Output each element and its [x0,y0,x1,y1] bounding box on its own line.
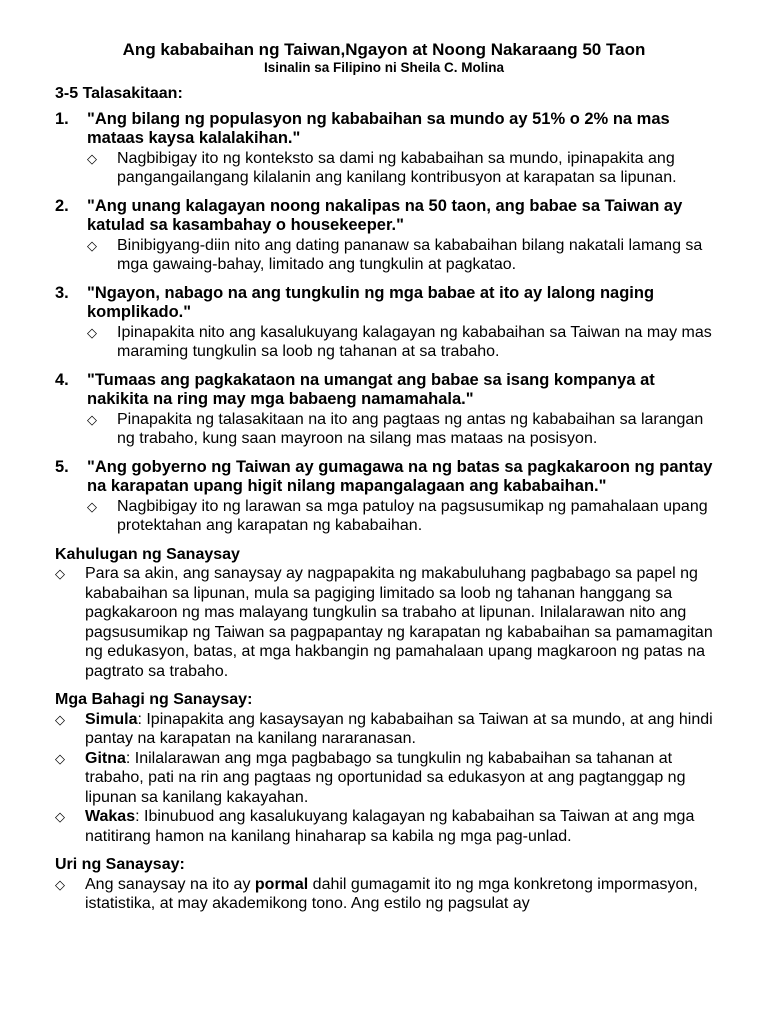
quote-number: 2. [55,196,69,215]
bahagi-description: : Ipinapakita ang kasaysayan ng kababaihan sa Taiwan at sa mundo, at ang hindi pantay na karapatan na kanilang nararanasan. [85,710,713,747]
quote-number: 3. [55,283,69,302]
diamond-bullet-icon: ◇ [55,750,65,766]
uri-text-before: Ang sanaysay na ito ay [85,875,255,893]
quotes-list [55,110,719,536]
quote-number: 4. [55,370,69,389]
quote-text: "Ang unang kalagayan noong nakalipas na 50 taon, ang babae sa Taiwan ay katulad sa kasambahay o housekeeper." [87,196,683,234]
document-subtitle: Isinalin sa Filipino ni Sheila C. Molina [263,60,505,75]
bahagi-term: Wakas [85,808,136,825]
document-title: Ang kababaihan ng Taiwan,Ngayon at Noong Nakaraang 50 Taon [122,40,646,59]
bahagi-item-gitna [55,749,719,808]
diamond-bullet-icon: ◇ [87,411,97,427]
uri-paragraph [55,875,719,914]
bahagi-term: Gitna [85,749,126,767]
bahagi-description: : Inilalarawan ang mga pagbabago sa tungkulin ng kababaihan sa tahanan at trabaho, pati na rin ang pagtaas ng oportunidad sa edukasyon at ang pagtanggap ng lipunan sa kanilang kakayahan. [85,749,686,806]
quote-text: "Ang gobyerno ng Taiwan ay gumagawa na ng batas sa pagkakaroon ng pantay na karapatan upang higit nilang mapangalagaan ang kababaihan." [87,457,713,495]
quote-explanation: Ipinapakita nito ang kasalukuyang kalagayan ng kababaihan sa Taiwan na may mas maraming tungkulin sa loob ng tahanan at sa trabaho. [117,323,712,360]
bahagi-item-simula [55,710,719,749]
diamond-bullet-icon: ◇ [87,150,97,166]
diamond-bullet-icon: ◇ [87,324,97,340]
bahagi-item-wakas [55,807,719,846]
uri-term: pormal [254,875,309,893]
quote-text: "Ngayon, nabago na ang tungkulin ng mga babae at ito ay lalong naging komplikado." [87,283,655,321]
diamond-bullet-icon: ◇ [87,237,97,253]
bahagi-term: Simula [85,710,138,728]
diamond-bullet-icon: ◇ [87,498,97,514]
quote-explanation: Nagbibigay ito ng larawan sa mga patuloy na pagsusumikap ng pamahalaan upang protektahan ang karapatan ng kababaihan. [117,497,708,534]
quote-number: 1. [55,109,69,128]
quote-item [55,458,719,536]
quote-explanation: Nagbibigay ito ng konteksto sa dami ng kababaihan sa mundo, ipinapakita ang pangangailangang kilalanin ang kanilang kontribusyon at karapatan sa lipunan. [117,149,677,186]
bahagi-description: : Ibinubuod ang kasalukuyang kalagayan ng kababaihan sa Taiwan at ang mga natitirang hamon na kanilang hinaharap sa kabila ng mga pag-unlad. [85,808,695,845]
quote-item [55,197,719,275]
quote-item [55,110,719,188]
quotes-label: 3-5 Talasakitaan: [55,85,183,102]
quote-number: 5. [55,457,69,476]
bahagi-heading: Mga Bahagi ng Sanaysay: [55,691,253,708]
diamond-bullet-icon: ◇ [55,809,65,824]
kahulugan-heading: Kahulugan ng Sanaysay [55,545,240,563]
quote-item [55,284,719,362]
diamond-bullet-icon: ◇ [55,711,65,727]
quote-text: "Ang bilang ng populasyon ng kababaihan sa mundo ay 51% o 2% na mas mataas kaysa kalalakihan." [87,109,670,147]
uri-text-after: dahil gumagamit ito ng mga konkretong impormasyon, istatistika, at may akademikong tono. Ang estilo ng pagsulat ay [85,875,698,912]
document-body [55,84,719,914]
quote-explanation: Binibigyang-diin nito ang dating pananaw sa kababaihan bilang nakatali lamang sa mga gawaing-bahay, limitado ang tungkulin at pagkatao. [117,236,703,273]
kahulugan-paragraph [55,564,719,681]
diamond-bullet-icon: ◇ [55,566,65,581]
quote-item [55,371,719,449]
quote-text: "Tumaas ang pagkakataon na umangat ang babae sa isang kompanya at nakikita na ring may mga babaeng namamahala." [87,370,655,408]
uri-heading: Uri ng Sanaysay: [55,856,185,873]
kahulugan-text: Para sa akin, ang sanaysay ay nagpapakita ng makabuluhang pagbabago sa papel ng kababaihan sa lipunan, mula sa pagiging limitado sa loob ng tahanan hanggang sa pagkakaroon ng mas malayang tungkulin sa trabaho at lipunan. Inilalarawan nito ang pagsusumikap ng Taiwan sa pagpapantay ng karapatan ng kababaihan sa pamamagitan ng edukasyon, batas, at mga hakbangin ng pamahalaan upang magkaroon ng patas na pagtrato sa trabaho. [85,565,713,680]
quote-explanation: Pinapakita ng talasakitaan na ito ang pagtaas ng antas ng kababaihan sa larangan ng trabaho, kung saan mayroon na silang mas mataas na posisyon. [117,410,704,447]
diamond-bullet-icon: ◇ [55,876,65,892]
